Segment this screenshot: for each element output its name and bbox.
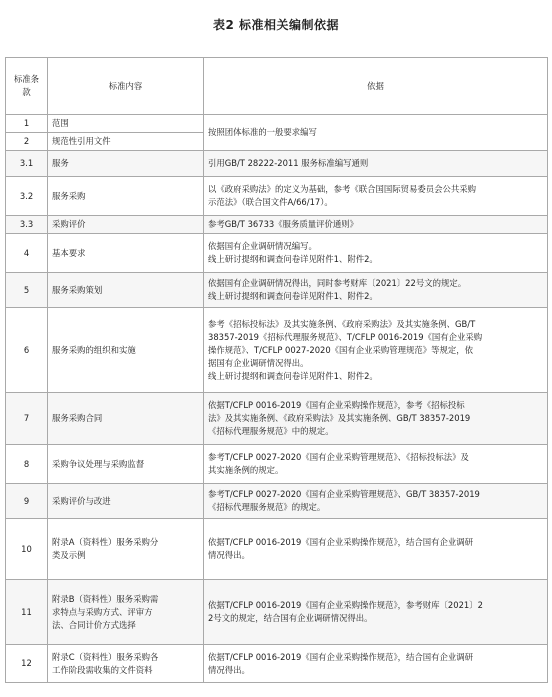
header-content: 标准内容 [48, 58, 204, 115]
clause-no: 3.3 [6, 216, 48, 234]
clause-basis: 引用GB/T 28222-2011 服务标准编写通则 [204, 151, 548, 177]
table-title: 表2 标准相关编制依据 [212, 18, 340, 32]
table-row [6, 273, 548, 308]
clause-basis: 参考T/CFLP 0027-2020《国有企业采购管理规范》、GB/T 38357-2019 《招标代理服务规范》的规定。 [204, 484, 548, 519]
clause-basis: 参考T/CFLP 0027-2020《国有企业采购管理规范》、《招标投标法》及 其实施条例的规定。 [204, 445, 548, 484]
clause-basis: 参考GB/T 36733《服务质量评价通则》 [204, 216, 548, 234]
table-row [6, 445, 548, 484]
clause-no: 6 [6, 308, 48, 393]
clause-basis: 依据T/CFLP 0016-2019《国有企业采购操作规范》，结合国有企业调研 情况得出。 [204, 645, 548, 683]
clause-no: 5 [6, 273, 48, 308]
clause-no: 3.2 [6, 177, 48, 216]
clause-basis: 依据国有企业调研情况得出，同时参考财库〔2021〕22号文的规定。 线上研讨提纲和调查问卷详见附件1、附件2。 [204, 273, 548, 308]
clause-content: 规范性引用文件 [48, 133, 204, 151]
table-row [6, 234, 548, 273]
clause-content: 附录C（资料性）服务采购各 工作阶段需收集的文件资料 [48, 645, 204, 683]
clause-no: 7 [6, 393, 48, 445]
clause-no: 3.1 [6, 151, 48, 177]
clause-no: 10 [6, 519, 48, 580]
table-row [6, 645, 548, 683]
clause-content: 服务 [48, 151, 204, 177]
standard-basis-table [5, 57, 548, 683]
table-row [6, 115, 548, 133]
clause-content: 服务采购合同 [48, 393, 204, 445]
table-row [6, 216, 548, 234]
table-row [6, 308, 548, 393]
clause-no: 12 [6, 645, 48, 683]
clause-no: 1 [6, 115, 48, 133]
clause-no: 11 [6, 580, 48, 645]
clause-content: 附录A（资料性）服务采购分 类及示例 [48, 519, 204, 580]
clause-content: 服务采购的组织和实施 [48, 308, 204, 393]
table-row [6, 580, 548, 645]
clause-basis: 以《政府采购法》的定义为基础，参考《联合国国际贸易委员会公共采购 示范法》（联合国文件A/66/17）。 [204, 177, 548, 216]
clause-basis: 依据T/CFLP 0016-2019《国有企业采购操作规范》，结合国有企业调研 情况得出。 [204, 519, 548, 580]
table-header-row [6, 58, 548, 115]
table-row [6, 484, 548, 519]
table-row [6, 393, 548, 445]
clause-content: 附录B（资料性）服务采购需 求特点与采购方式、评审方 法、合同计价方式选择 [48, 580, 204, 645]
clause-no: 8 [6, 445, 48, 484]
clause-no: 9 [6, 484, 48, 519]
clause-content: 采购争议处理与采购监督 [48, 445, 204, 484]
table-row [6, 177, 548, 216]
table-row [6, 519, 548, 580]
clause-basis-merged: 按照团体标准的一般要求编写 [204, 115, 548, 151]
clause-basis: 依据T/CFLP 0016-2019《国有企业采购操作规范》，参考《招标投标 法》及其实施条例、《政府采购法》及其实施条例、GB/T 38357-2019 《招标代理服务规范》中的规定。 [204, 393, 548, 445]
clause-content: 服务采购策划 [48, 273, 204, 308]
clause-no: 4 [6, 234, 48, 273]
clause-basis: 依据国有企业调研情况编写。 线上研讨提纲和调查问卷详见附件1、附件2。 [204, 234, 548, 273]
table-row [6, 151, 548, 177]
header-basis: 依据 [204, 58, 548, 115]
header-clause-no: 标准条款 [6, 58, 48, 115]
clause-content: 范围 [48, 115, 204, 133]
clause-basis: 依据T/CFLP 0016-2019《国有企业采购操作规范》，参考财库〔2021〕2 2号文的规定，结合国有企业调研情况得出。 [204, 580, 548, 645]
clause-content: 基本要求 [48, 234, 204, 273]
clause-content: 服务采购 [48, 177, 204, 216]
clause-basis: 参考《招标投标法》及其实施条例、《政府采购法》及其实施条例、GB/T 38357-2019《招标代理服务规范》、T/CFLP 0016-2019《国有企业采购 操作规范》、T/CFLP 0027-2020《国有企业采购管理规范》等规定，依 据国有企业调研情况得出。 线上研讨提纲和调查问卷详见附件1、附件2。 [204, 308, 548, 393]
clause-no: 2 [6, 133, 48, 151]
clause-content: 采购评价 [48, 216, 204, 234]
clause-content: 采购评价与改进 [48, 484, 204, 519]
